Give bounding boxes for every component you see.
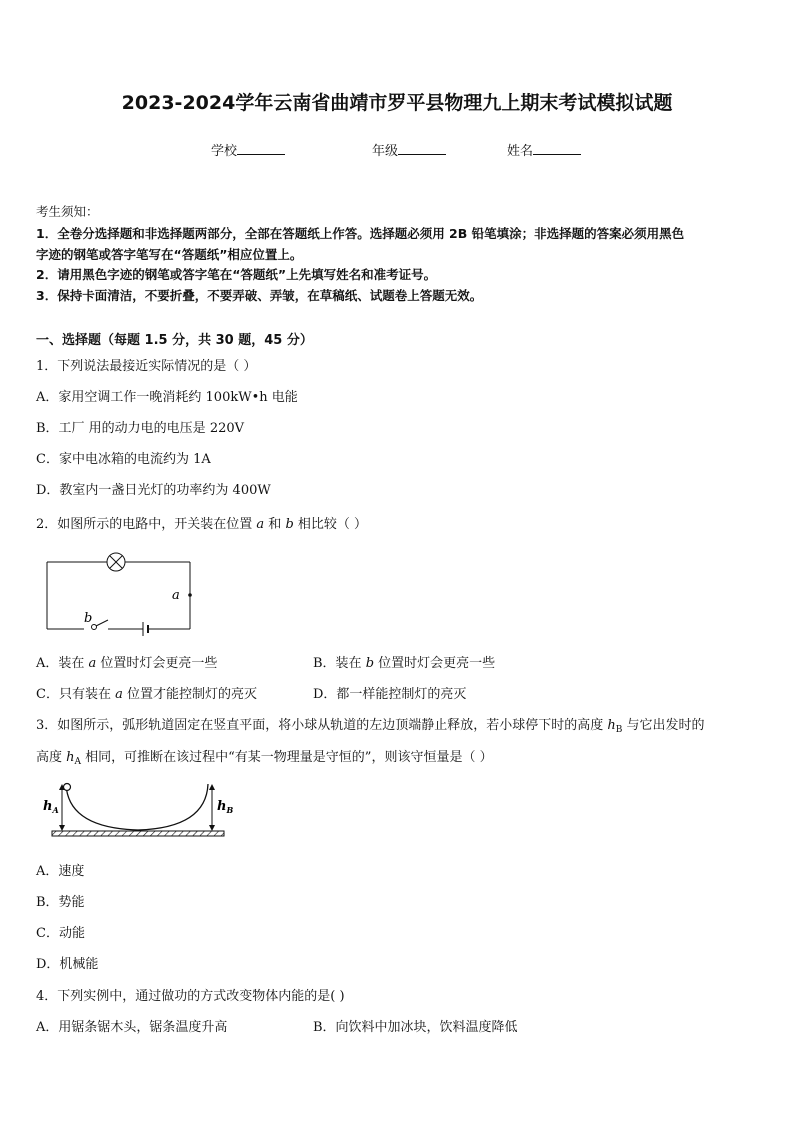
ground-surface — [52, 831, 224, 836]
q4-option-b[interactable]: B．向饮料中加冰块，饮料温度降低 — [313, 1020, 518, 1035]
q3-stem-text: 高度 — [36, 750, 67, 765]
page-title: 2023-2024学年云南省曲靖市罗平县物理九上期末考试模拟试题 — [121, 92, 673, 114]
q2-option-d[interactable]: D．都一样能控制灯的亮灭 — [313, 687, 467, 702]
notice-item: 2．请用黑色字迹的钢笔或答字笔在“答题纸”上先填写姓名和准考证号。 — [36, 267, 437, 282]
var-hA: h — [66, 750, 75, 765]
q2-option-text: 位置才能控制灯的亮灭 — [122, 687, 257, 702]
q3-stem-line2 — [36, 746, 493, 767]
name-blank[interactable] — [533, 142, 581, 155]
q1-stem: 1．下列说法最接近实际情况的是（ ） — [36, 359, 257, 374]
notice-item: 3．保持卡面清洁，不要折叠，不要弄破、弄皱，在草稿纸、试题卷上答题无效。 — [36, 288, 483, 303]
q1-option-b[interactable]: B．工厂 用的动力电的电压是 220V — [36, 421, 245, 436]
q2-option-c[interactable] — [36, 683, 257, 702]
label-hB: $h_B$ — [217, 799, 234, 815]
grade-label: 年级 — [372, 144, 399, 159]
q2-option-b[interactable] — [313, 652, 495, 671]
notice-item: 1．全卷分选择题和非选择题两部分，全部在答题纸上作答。选择题必须用 2B 铅笔填涂；非选择题的答案必须用黑色 — [36, 226, 685, 241]
q3-stem-text: 3．如图所示，弧形轨道固定在竖直平面，将小球从轨道的左边顶端静止释放，若小球停下时的高度 — [36, 718, 608, 733]
label-a: a — [172, 588, 180, 603]
q1-option-a[interactable]: A．家用空调工作一晚消耗约 100kW•h 电能 — [36, 390, 298, 405]
q2-option-text: 位置时灯会更亮一些 — [96, 656, 218, 671]
battery-icon — [143, 622, 148, 636]
var-hB-subscript: B — [615, 725, 623, 735]
q2-stem-text: 和 — [264, 517, 286, 532]
q3-option-c[interactable]: C．动能 — [36, 926, 85, 941]
q4-stem: 4．下列实例中，通过做功的方式改变物体内能的是( ) — [36, 989, 345, 1004]
q1-option-c[interactable]: C．家中电冰箱的电流约为 1A — [36, 452, 211, 467]
q2-option-text: 位置时灯会更亮一些 — [374, 656, 496, 671]
grade-blank[interactable] — [398, 142, 446, 155]
grade-field[interactable] — [372, 140, 446, 159]
q3-option-d[interactable]: D．机械能 — [36, 957, 99, 972]
label-hA: $h_A$ — [43, 799, 59, 815]
notice-heading: 考生须知： — [36, 204, 99, 219]
q1-option-d[interactable]: D．教室内一盏日光灯的功率约为 400W — [36, 483, 271, 498]
var-b: b — [365, 656, 375, 671]
q2-option-text: A．装在 — [36, 656, 89, 671]
notice-item: 字迹的钢笔或答字笔写在“答题纸”相应位置上。 — [36, 247, 303, 262]
q3-stem-text: 与它出发时的 — [622, 718, 705, 733]
school-blank[interactable] — [237, 142, 285, 155]
q3-option-b[interactable]: B．势能 — [36, 895, 85, 910]
lamp-icon — [107, 553, 125, 571]
school-field[interactable] — [211, 140, 285, 159]
name-field[interactable] — [507, 140, 581, 159]
q4-option-a[interactable]: A．用锯条锯木头，锯条温度升高 — [36, 1020, 228, 1035]
var-hB: h — [607, 718, 616, 733]
var-hA-subscript: A — [74, 757, 82, 767]
q2-option-text: B．装在 — [313, 656, 366, 671]
var-b: b — [285, 517, 294, 532]
switch-icon — [92, 620, 109, 630]
var-a: a — [115, 687, 123, 702]
q3-stem-line1 — [36, 714, 705, 735]
q2-stem-text: 2．如图所示的电路中，开关装在位置 — [36, 517, 257, 532]
arc-track — [66, 784, 208, 830]
section-heading: 一、选择题（每题 1.5 分，共 30 题，45 分） — [36, 333, 313, 348]
school-label: 学校 — [211, 144, 238, 159]
q2-option-text: C．只有装在 — [36, 687, 116, 702]
q2-stem-text: 相比较（ ） — [293, 517, 368, 532]
name-label: 姓名 — [507, 144, 534, 159]
q3-stem-text: 相同，可推断在该过程中“有某一物理量是守恒的”，则该守恒量是（ ） — [81, 750, 493, 765]
q2-option-a[interactable] — [36, 652, 217, 671]
var-a: a — [88, 656, 97, 671]
q3-track-diagram — [38, 778, 238, 840]
label-b: b — [84, 611, 93, 626]
var-a: a — [256, 517, 265, 532]
q2-circuit-diagram — [40, 550, 210, 642]
q2-stem — [36, 513, 367, 532]
height-arrow-b — [209, 784, 215, 831]
height-arrow-a — [59, 784, 65, 831]
point-a-dot — [188, 593, 192, 597]
q3-option-a[interactable]: A．速度 — [36, 864, 85, 879]
